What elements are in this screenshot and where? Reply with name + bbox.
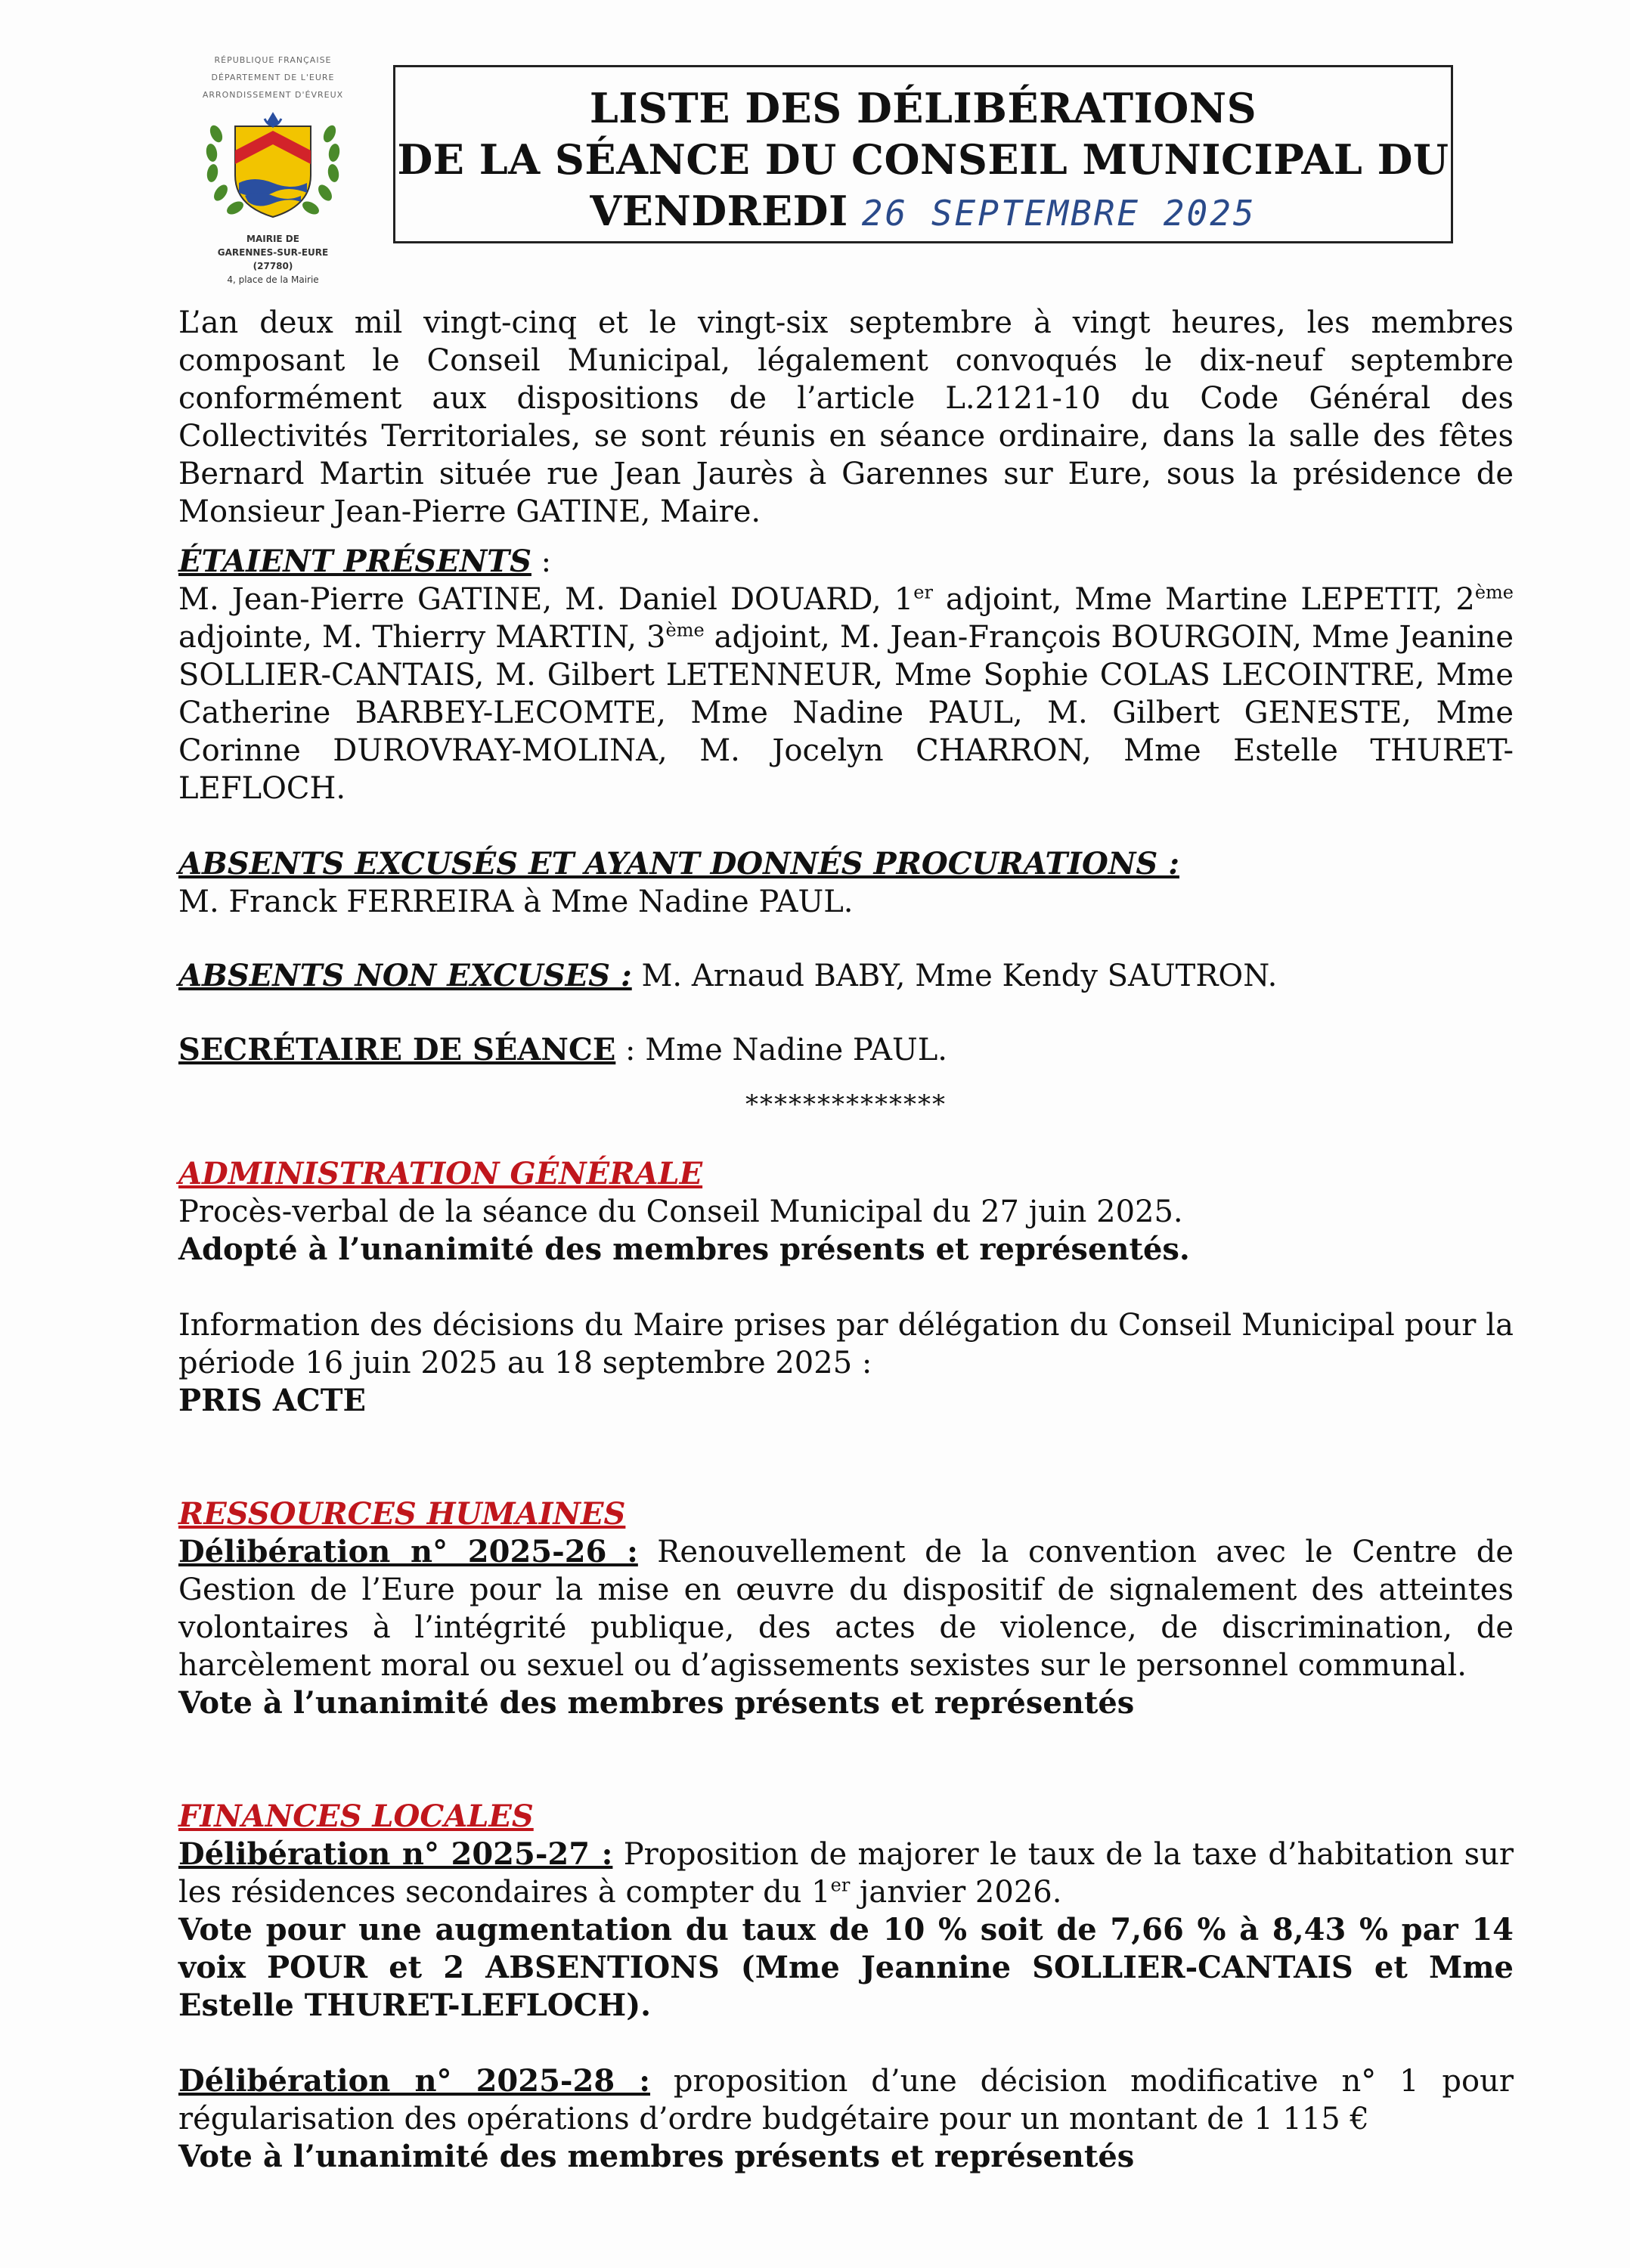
presents-text: M. Jean-Pierre GATINE, M. Daniel DOUARD, 1 bbox=[178, 582, 914, 617]
delib-2025-27-text: Proposition de majorer le taux de la taxe d’habitation sur les résidences secondaires à compter du 1 bbox=[178, 1837, 1514, 1910]
secretaire-heading: SECRÉTAIRE DE SÉANCE bbox=[178, 1032, 616, 1067]
absents-excuses-text: M. Franck FERREIRA à Mme Nadine PAUL. bbox=[178, 885, 854, 919]
finances-heading-line bbox=[178, 1798, 1514, 1836]
delib-2025-28-text: proposition d’une décision modificative n° 1 pour régularisation des opérations d’ordre budgétaire pour un montant de 1 115 € bbox=[178, 2064, 1514, 2136]
delib-2025-27-label: Délibération n° 2025-27 : bbox=[178, 1836, 613, 1872]
admin-item1-vote: Adopté à l’unanimité des membres présents et représentés. bbox=[178, 1232, 1190, 1267]
mairie-line: MAIRIE DE bbox=[246, 234, 299, 244]
document-title-box bbox=[393, 65, 1453, 243]
presents-heading-line bbox=[178, 543, 1514, 581]
delib-2025-27-text-end: janvier 2026. bbox=[850, 1875, 1062, 1910]
delib-2025-28 bbox=[178, 2062, 1514, 2138]
presents-text: adjoint, M. Jean-François BOURGOIN, Mme Jeanine SOLLIER-CANTAIS, M. Gilbert LETENNEUR, Mme Sophie COLAS LECOINTRE, Mme Catherine BARBEY-LECOMTE, Mme Nadine PAUL, M. Gilbert GENESTE, Mme Corinne DUROVRAY-MOLINA, M. Jocelyn CHARRON, Mme Estelle THURET-LEFLOCH. bbox=[178, 620, 1514, 806]
handwritten-date: 26 SEPTEMBRE 2025 bbox=[861, 193, 1257, 234]
presents-text: adjoint, Mme Martine LEPETIT, 2 bbox=[932, 582, 1475, 617]
intro-paragraph: L’an deux mil vingt-cinq et le vingt-six septembre à vingt heures, les membres composant le Conseil Municipal, légalement convoqués le dix-neuf septembre conformément aux dispositions de l’article L.2121-10 du Code Général des Collectivités Territoriales, se sont réunis en séance ordinaire, dans la salle des fêtes Bernard Martin située rue Jean Jaurès à Garennes sur Eure, sous la présidence de Monsieur Jean-Pierre GATINE, Maire. bbox=[178, 305, 1514, 529]
ordinal-sup: er bbox=[913, 581, 933, 603]
coat-of-arms-icon bbox=[201, 111, 345, 225]
document-body bbox=[178, 304, 1514, 2176]
logo-top-line: RÉPUBLIQUE FRANÇAISE bbox=[214, 55, 332, 65]
mairie-address: 4, place de la Mairie bbox=[227, 274, 319, 285]
absents-non-excuses-heading: ABSENTS NON EXCUSES : bbox=[178, 958, 632, 993]
mairie-line: GARENNES-SUR-EURE bbox=[217, 247, 329, 258]
secretaire-text: : Mme Nadine PAUL. bbox=[615, 1033, 948, 1067]
delib-2025-26-vote: Vote à l’unanimité des membres présents et représentés bbox=[178, 1685, 1135, 1721]
admin-heading-line bbox=[178, 1155, 1514, 1193]
absents-non-excuses-text: M. Arnaud BABY, Mme Kendy SAUTRON. bbox=[631, 959, 1278, 993]
absents-excuses-heading: ABSENTS EXCUSÉS ET AYANT DONNÉS PROCURATIONS : bbox=[178, 846, 1179, 881]
logo-top-line: ARRONDISSEMENT D'ÉVREUX bbox=[202, 90, 344, 100]
ordinal-sup: ème bbox=[1474, 581, 1514, 603]
presents-text: adjointe, M. Thierry MARTIN, 3 bbox=[178, 620, 666, 655]
admin-item2-text: Information des décisions du Maire prises par délégation du Conseil Municipal pour la période 16 juin 2025 au 18 septembre 2025 : bbox=[178, 1308, 1514, 1380]
municipal-logo-block bbox=[178, 51, 367, 287]
rh-heading-line bbox=[178, 1495, 1514, 1533]
title-line-1: LISTE DES DÉLIBÉRATIONS bbox=[589, 84, 1257, 132]
delib-2025-26-text: Renouvellement de la convention avec le Centre de Gestion de l’Eure pour la mise en œuvre du dispositif de signalement des atteintes volontaires à l’intégrité publique, des actes de violence, de discrimination, de harcèlement moral ou sexuel ou d’agissements sexistes sur le personnel communal. bbox=[178, 1535, 1514, 1683]
absents-excuses-heading-line bbox=[178, 845, 1514, 883]
separator-stars: ************** bbox=[745, 1089, 947, 1120]
delib-2025-28-label: Délibération n° 2025-28 : bbox=[178, 2063, 651, 2099]
title-day: VENDREDI bbox=[590, 187, 848, 235]
admin-item2-vote: PRIS ACTE bbox=[178, 1383, 366, 1418]
admin-heading: ADMINISTRATION GÉNÉRALE bbox=[178, 1156, 703, 1191]
presents-list bbox=[178, 581, 1514, 807]
title-line-3 bbox=[395, 185, 1451, 239]
ordinal-sup: er bbox=[830, 1874, 851, 1896]
delib-2025-27 bbox=[178, 1836, 1514, 1911]
secretaire-line bbox=[178, 1031, 1514, 1069]
ordinal-sup: ème bbox=[665, 619, 705, 641]
logo-top-line: DÉPARTEMENT DE L'EURE bbox=[211, 73, 335, 82]
admin-item1-text: Procès-verbal de la séance du Conseil Municipal du 27 juin 2025. bbox=[178, 1194, 1183, 1229]
delib-2025-27-vote: Vote pour une augmentation du taux de 10 % soit de 7,66 % à 8,43 % par 14 voix POUR et 2 ABSENTIONS (Mme Jeannine SOLLIER-CANTAIS et Mme Estelle THURET-LEFLOCH). bbox=[178, 1912, 1514, 2023]
presents-heading: ÉTAIENT PRÉSENTS bbox=[178, 544, 531, 579]
delib-2025-26 bbox=[178, 1533, 1514, 1684]
absents-non-excuses-line bbox=[178, 957, 1514, 995]
presents-heading-sep: : bbox=[531, 544, 552, 579]
mairie-line: (27780) bbox=[253, 261, 293, 271]
finances-heading: FINANCES LOCALES bbox=[178, 1799, 534, 1834]
rh-heading: RESSOURCES HUMAINES bbox=[178, 1496, 626, 1532]
title-line-2: DE LA SÉANCE DU CONSEIL MUNICIPAL DU bbox=[397, 135, 1449, 184]
delib-2025-26-label: Délibération n° 2025-26 : bbox=[178, 1534, 638, 1569]
delib-2025-28-vote: Vote à l’unanimité des membres présents et représentés bbox=[178, 2139, 1135, 2174]
